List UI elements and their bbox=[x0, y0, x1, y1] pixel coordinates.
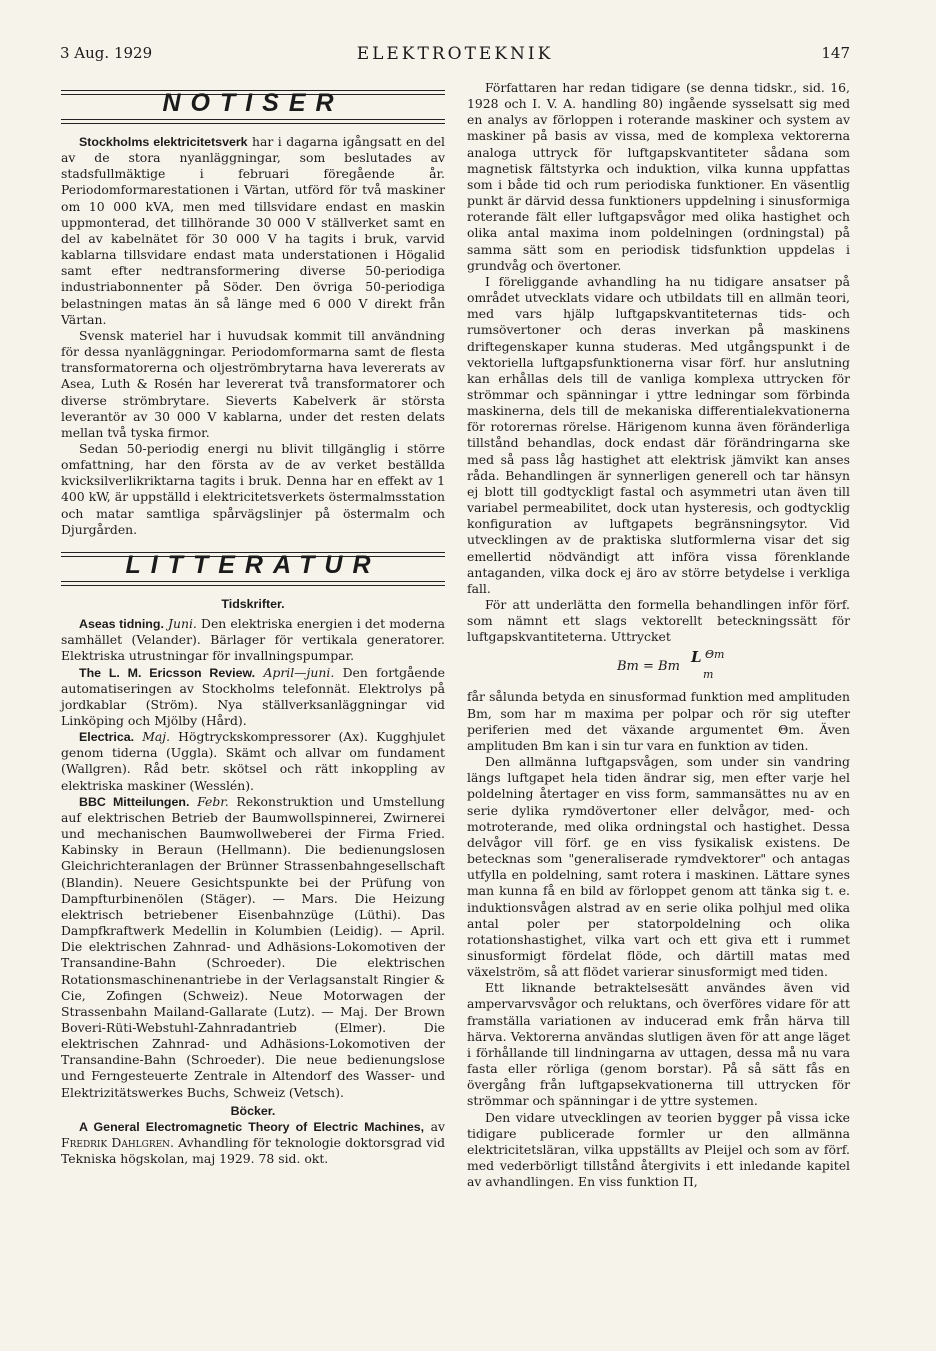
entry-period: April—juni. bbox=[263, 664, 335, 680]
entry-text: Den fortgående automatiseringen av Stockholms telefonnät. Elektrolys på jordkablar (Ström). Nya ställverksanläggningar vid Linköping och Mjölby (Hård). bbox=[61, 664, 445, 728]
journal-title: ELEKTROTEKNIK bbox=[356, 44, 554, 64]
formula-angle: L bbox=[691, 648, 702, 667]
entry-text: Högtryckskompressorer (Ax). Kugghjulet genom tiderna (Uggla). Skämt och allvar om fundament (Wallgren). Råd betr. skötsel och rätt inkoppling av elektriska maskiner (Wesslén). bbox=[61, 729, 445, 793]
page-number: 147 bbox=[821, 44, 850, 62]
review-paragraph: Den allmänna luftgapsvågen, som under sin vandring längs luftgapet hela tiden ändrar sig, men efter varje hel poldelning återtager en viss form, sammansättes nu av en serie dylika rymdövertoner eller delvågor, med- och motroterande, med olika ordningstal och hastighet. Dessa delvågor vill förf. ge en viss fysikalisk existens. De betecknas som "generaliserade rymdvektorer" och antagas utfylla en poldelning, samt rotera i maskinen. Lättare synes man kunna få en bild av förloppet genom att tänka sig t. e. induktionsvågen alstrad av en serie olika polhjul med olika antal poler per statorpoldelning och olika rotationshastighet, vilka vart och ett giva ett i rummet sinusformigt fördelat flöde, och därtill matas med växelström, så att flödet varierar sinusformigt med tiden. bbox=[467, 754, 850, 980]
issue-date: 3 Aug. 1929 bbox=[60, 44, 153, 62]
right-column bbox=[467, 80, 850, 1190]
litteratur-heading bbox=[61, 550, 445, 588]
formula-superscript: Θm bbox=[705, 648, 725, 662]
entry-period: Febr. bbox=[197, 793, 229, 809]
notiser-paragraph-2: Svensk materiel har i huvudsak kommit till användning för dessa nyanläggningar. Periodomformarna samt de flesta transformatorerna och oljeströmbrytarna hava levererats av Asea, Luth & Rosén har levererat två transformatorer och diverse strömbrytare. Sieverts Kabelverk är största leverantör av 30 000 V kablarna, under det resten delats mellan två tyska firmor. bbox=[61, 327, 445, 440]
page-header bbox=[60, 44, 850, 66]
review-entry bbox=[61, 729, 445, 794]
book-author-prefix: av bbox=[424, 1118, 446, 1134]
heading-rule-bottom bbox=[61, 119, 445, 124]
review-paragraph: I föreliggande avhandling ha nu tidigare ansatser på området utvecklats vidare och utbildats till en allmän teori, med vars hjälp luftgapskvantiteternas tids- och rumsövertoner och deras inverkan på maskinens driftegenskaper kunna studeras. Med utgångspunkt i de vektoriella luftgapsfunktionerna visar förf. hur anslutning kan erhållas dels till de vanliga komplexa uttrycken för strömmar och spänningar i yttre ledningar som förbinda maskinerna, dels till de mekaniska differentialekvationerna för rotorernas rörelse. Härigenom kunna även föränderliga tillstånd behandlas, dock endast där förändringarna ske med så pass låg hastighet att elektrisk jämvikt kan anses råda. Behandlingen är synnerligen generell och tar hänsyn ej blott till godtyckligt fastal och asymmetri utan även till variabel permeabilitet, dock utan hysteresis, och godtycklig konfiguration av luftgapets begränsningsytor. Vid utvecklingen av de praktiska slutformlerna visar det sig emellertid nödvändigt att införa vissa förenklande antaganden, vilka dock ej äro av större betydelse i verkliga fall. bbox=[467, 273, 850, 596]
formula-lhs: Bm = Bm bbox=[617, 659, 680, 675]
entry-source: BBC Mitteilungen. bbox=[79, 794, 190, 809]
notiser-p1-text: har i dagarna igångsatt en del av de stora nyanläggningar, som beslutades av stadsfullmäktige i februari föregående år. Periodomformarestationen i Värtan, utförd för två maskiner om 10 000 kVA, men med tillsvidare endast en maskin uppmonterad, det tillhörande 30 000 V ställverket samt en del av kabelnätet för 30 000 V ha tagits i bruk, varvid kablarna tillsvidare endast mata understationen i Högalid samt efter nedtransformering diverse 50-periodiga industriabonnenter på Söder. Den övriga 50-periodiga belastningen matas än så länge med 6 000 V direkt från Värtan. bbox=[61, 134, 445, 327]
book-entry bbox=[61, 1119, 445, 1167]
review-entry bbox=[61, 794, 445, 1101]
formula-subscript: m bbox=[703, 668, 714, 682]
left-column bbox=[61, 80, 445, 1167]
entry-text: Rekonstruktion und Umstellung auf elektrischen Betrieb der Baumwollspinnerei, Zwirnerei und mechanischen Baumwollweberei der Firma Fried. Kabinsky in Beraun (Hellmann). Die bedienungslosen Gleichrichteranlagen der Brünner Strassenbahngesellschaft (Blandin). Neuere Gesichtspunkte bei der Prüfung von Dampfturbinenölen (Stäger). — Mars. Die Heizung elektrisch betriebener Eisenbahnzüge (Lüthi). Das Dampfkraftwerk Medellin in Kolumbien (Leidig). — April. Die elektrischen Zahnrad- und Adhäsions-Lokomotiven der Transandine-Bahn (Schroeder). Die elektrischen Rotationsmaschinenantriebe in der Verlagsanstalt Ringier & Cie, Zofingen (Schweiz). Neue Motorwagen der Strassenbahn Mailand-Gallarate (Lutz). — Maj. Der Brown Boveri-Rüti-Webstuhl-Zahnradantrieb (Elmer). Die elektrischen Zahnrad- und Adhäsions-Lokomotiven der Transandine-Bahn (Schroeder). Die neue bedienungslose und Ferngesteuerte Zentrale in Altendorf des Wasser- und Elektrizitätswerkes Buchs, Schweiz (Vetsch). bbox=[61, 793, 445, 1100]
entry-source: Electrica. bbox=[79, 730, 135, 745]
review-paragraph: Författaren har redan tidigare (se denna tidskr., sid. 16, 1928 och I. V. A. handling 80) ingående sysselsatt sig med en analys av förloppen i roterande maskiner och system av maskiner på basis av vissa, med de komplexa vektorerna analoga uttryck för luftgapskvantiteter sådana som magnetisk fältstyrka och induktion, vilka kunna uppfattas som i både tid och rum periodiska funktioner. En väsentlig punkt är därvid dessa funktioners uppdelning i sinusformiga roterande fält eller luftgapsvågor med olika hastighet och olika antal maxima inom poldelningen (ordningstal) på samma sätt som en periodisk tidsfunktion uppdelas i grundvåg och övertoner. bbox=[467, 80, 850, 273]
entry-source: Aseas tidning. bbox=[79, 617, 164, 632]
notiser-heading bbox=[61, 88, 445, 126]
tidskrifter-heading: Tidskrifter. bbox=[221, 596, 285, 611]
notiser-paragraph-1 bbox=[61, 134, 445, 328]
review-paragraph: Ett liknande betraktelsesätt användes även vid ampervarvsvågor och reluktans, och överföres vidare för att framställa variationen av inducerad emk från härva till härva. Vektorerna användas slutligen även för att ange läget i förhållande till lindningarna av uttagen, dessa må nu vara fasta eller rörliga (genom borstar). På så sätt fås en övergång från luftgapsekvationerna till uttrycken för strömmar och spänningar i de yttre systemen. bbox=[467, 980, 850, 1109]
entry-period: Juni. bbox=[168, 616, 197, 632]
bocker-heading: Böcker. bbox=[230, 1103, 276, 1118]
entry-period: Maj. bbox=[142, 729, 171, 745]
review-paragraph: får sålunda betyda en sinusformad funktion med amplituden Bm, som har m maxima per polpar och rör sig utefter periferien med det växande argumentet Θm. Även amplituden Bm kan i sin tur vara en funktion av tiden. bbox=[467, 689, 850, 753]
notiser-paragraph-3: Sedan 50-periodig energi nu blivit tillgänglig i större omfattning, har den första av de av verket beställda kvicksilverlikriktarna tagits i bruk. Denna har en effekt av 1 400 kW, är uppställd i elektricitetsverkets östermalmsstation och matar samtliga spårvägslinjer på östermalm och Djurgården. bbox=[61, 440, 445, 537]
review-entry bbox=[61, 665, 445, 730]
heading-rule-bottom bbox=[61, 581, 445, 586]
book-text: Avhandling för teknologie doktorsgrad vid Tekniska högskolan, maj 1929. 78 sid. okt. bbox=[61, 1135, 445, 1167]
book-author: Fredrik Dahlgren. bbox=[61, 1135, 174, 1151]
review-paragraph: Den vidare utvecklingen av teorien bygger på vissa icke tidigare publicerade formler ur den allmänna elektricitetsläran, vilka uppställts av Pleijel och som av förf. med vederbörligt tillstånd återgivits i ett inledande kapitel av avhandlingen. En viss funktion Π, bbox=[467, 1109, 850, 1190]
review-entry bbox=[61, 616, 445, 664]
formula bbox=[467, 649, 850, 685]
entry-text: Den elektriska energien i det moderna samhället (Velander). Bärlager för vertikala generatorer. Elektriska utrustningar för invallningspumpar. bbox=[61, 616, 445, 664]
entry-source: The L. M. Ericsson Review. bbox=[79, 665, 256, 680]
book-title: A General Electromagnetic Theory of Electric Machines, bbox=[79, 1119, 425, 1134]
litteratur-title: LITTERATUR bbox=[125, 550, 381, 579]
review-paragraph: För att underlätta den formella behandlingen inför förf. som nämnt ett slags vektorellt beteckningssätt för luftgapskvantiteterna. Uttrycket bbox=[467, 597, 850, 645]
notiser-lead: Stockholms elektricitetsverk bbox=[79, 135, 248, 149]
notiser-title: NOTISER bbox=[162, 89, 344, 117]
